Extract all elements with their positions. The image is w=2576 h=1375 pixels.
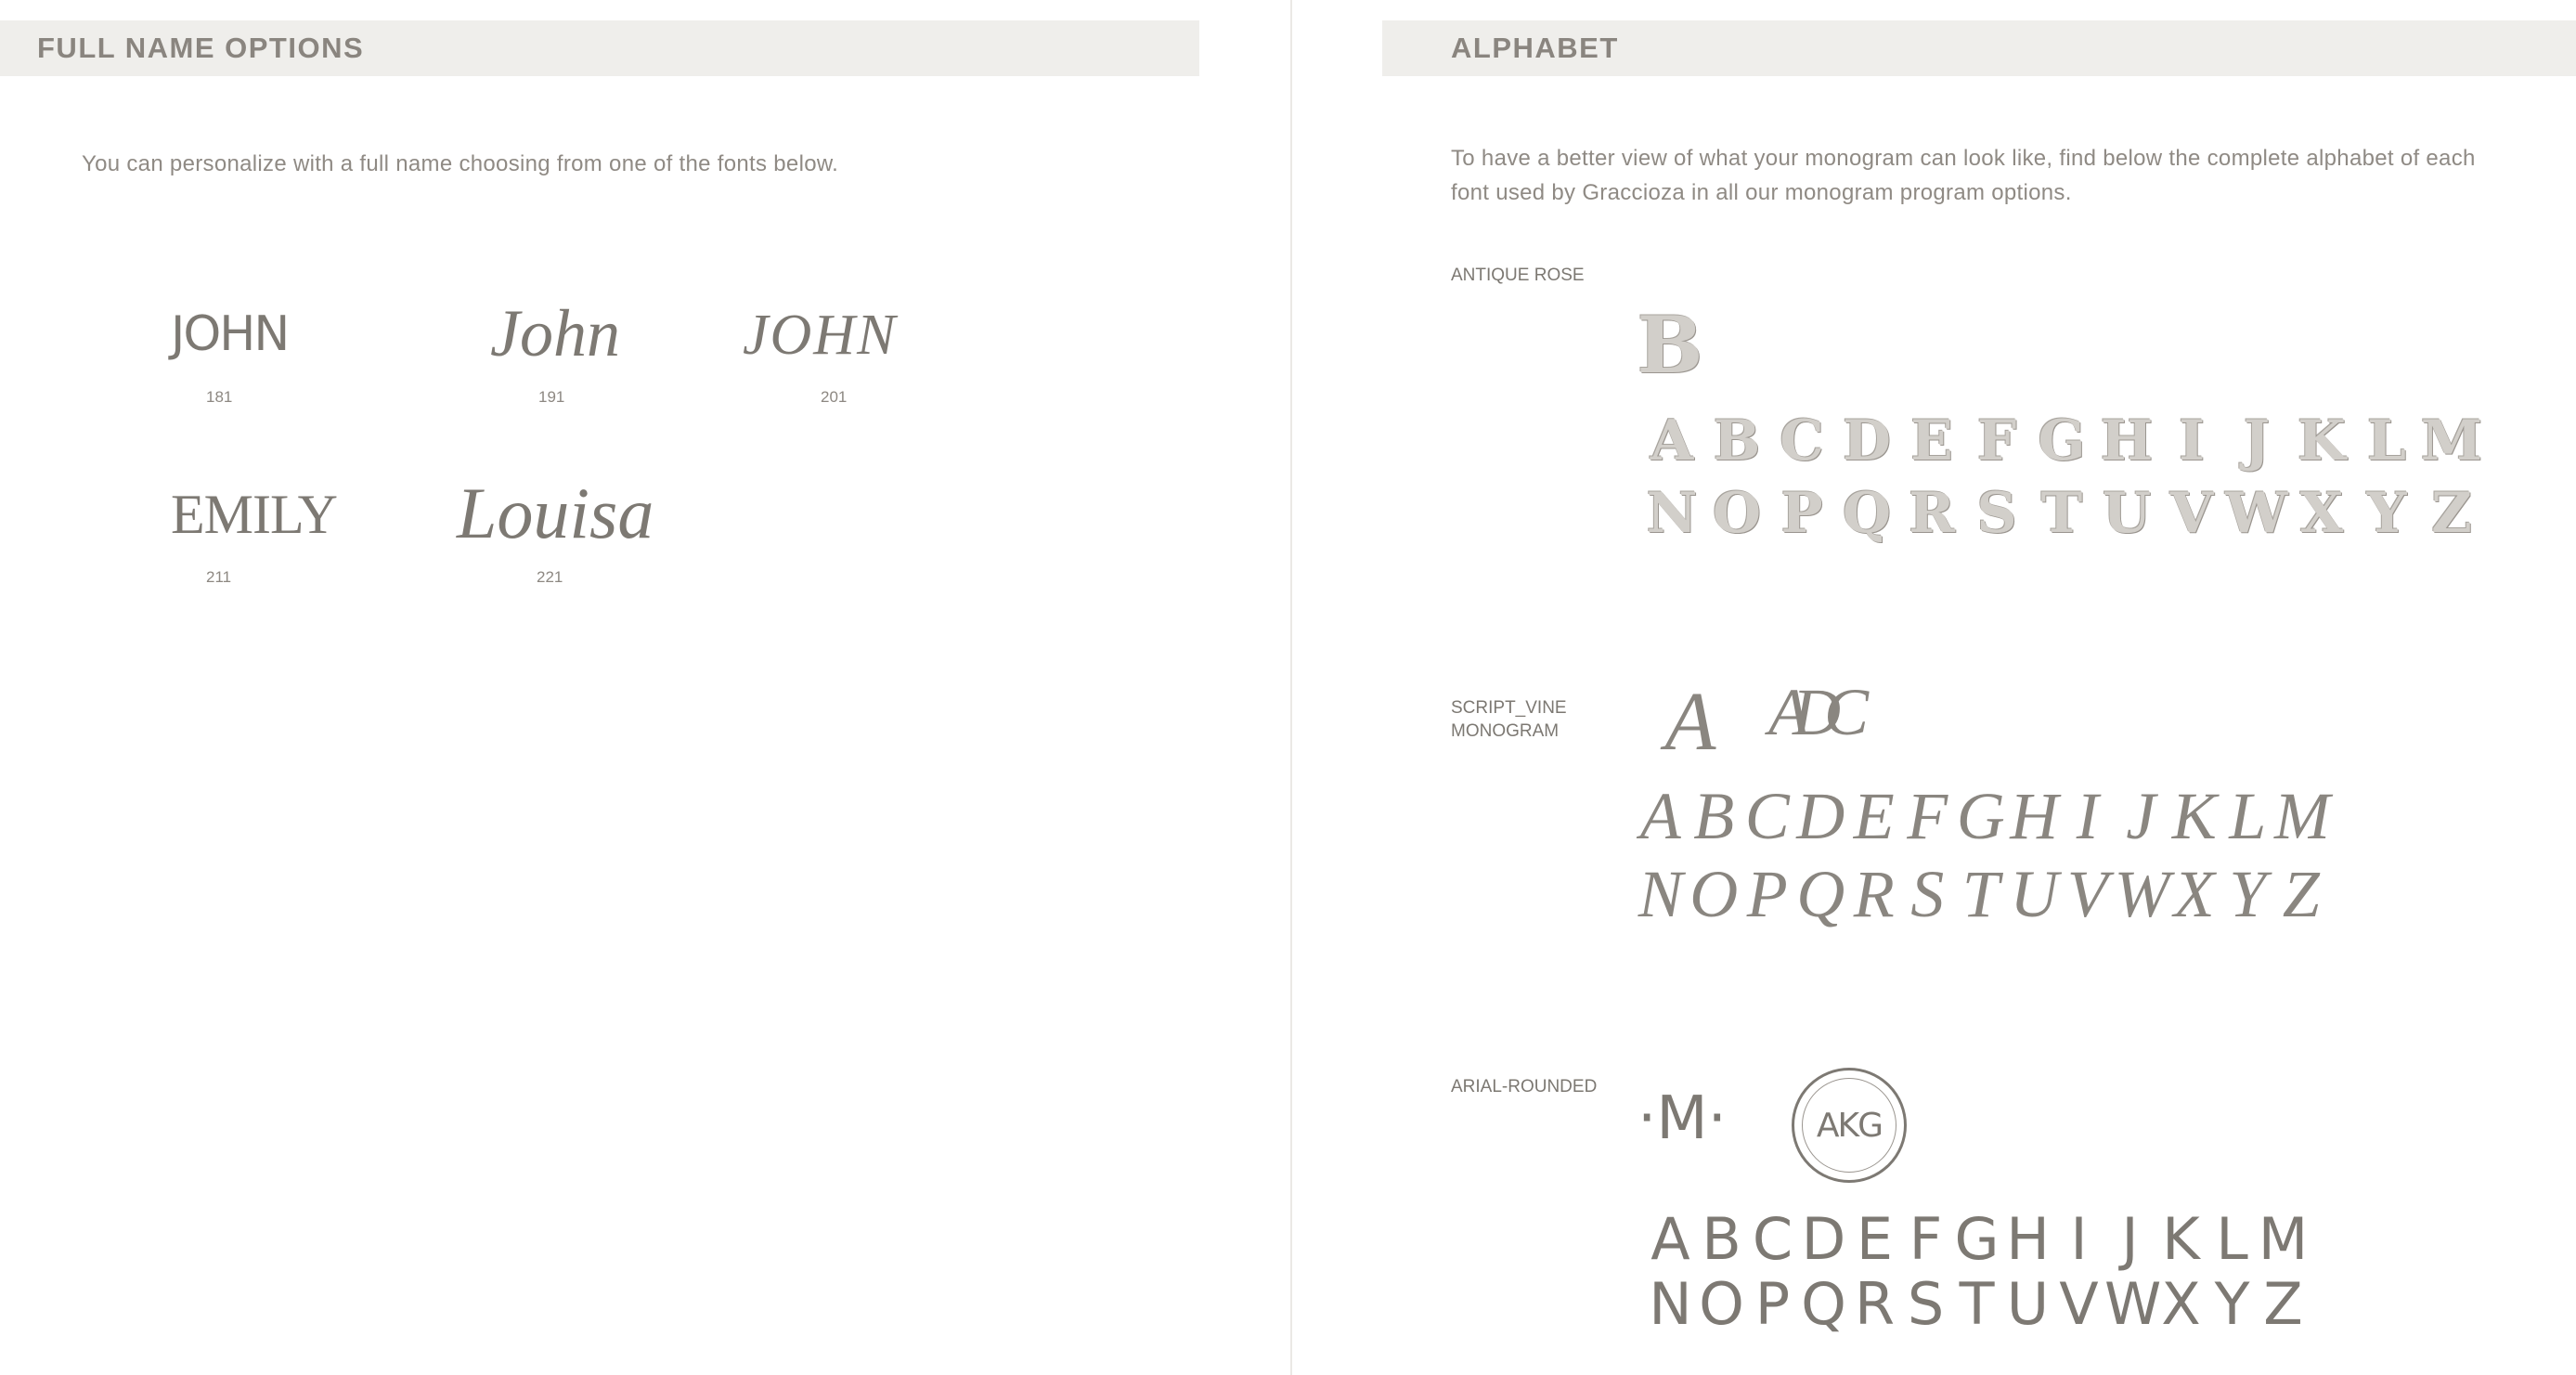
- antique-rose-letter-u: U: [2102, 481, 2152, 546]
- script-vine-letter-z: Z: [2282, 857, 2320, 931]
- arial-rounded-letter-x: X: [2161, 1270, 2201, 1338]
- script-vine-letter-h: H: [2010, 779, 2059, 853]
- script-vine-sample-monogram: ADC: [1768, 675, 1852, 749]
- antique-rose-letter-d: D: [1842, 409, 1892, 473]
- arial-rounded-letter-h: H: [2006, 1205, 2050, 1273]
- full-name-intro: You can personalize with a full name choosing from one of the fonts below.: [82, 151, 839, 176]
- antique-rose-letter-h: H: [2100, 409, 2154, 473]
- script-vine-letter-e: E: [1853, 779, 1895, 853]
- script-vine-letter-f: F: [1907, 779, 1948, 853]
- script-vine-row-n-z: [1634, 856, 2328, 933]
- antique-rose-row-a-m: [1639, 409, 2484, 473]
- arial-rounded-letter-o: O: [1699, 1270, 1744, 1338]
- antique-rose-letter-e: E: [1910, 409, 1953, 473]
- font-label-line: SCRIPT_VINE: [1451, 698, 1567, 718]
- script-vine-letter-u: U: [2010, 857, 2059, 931]
- script-vine-letter-a: A: [1639, 779, 1681, 853]
- font-code-211: 211: [206, 568, 232, 586]
- script-vine-letter-y: Y: [2229, 857, 2267, 931]
- arial-rounded-letter-u: U: [2006, 1270, 2050, 1338]
- arial-rounded-letter-t: T: [1959, 1270, 1995, 1338]
- arial-rounded-letter-p: P: [1754, 1270, 1791, 1338]
- font-code-181: 181: [206, 388, 233, 406]
- antique-rose-letter-s: S: [1976, 481, 2017, 546]
- font-label-antique-rose: ANTIQUE ROSE: [1451, 266, 1585, 285]
- script-vine-letter-w: W: [2114, 857, 2170, 931]
- script-vine-letter-t: T: [1961, 857, 2000, 931]
- name-sample-221: Louisa: [457, 473, 654, 553]
- antique-rose-letter-m: M: [2420, 409, 2483, 473]
- antique-rose-letter-x: X: [2299, 481, 2344, 546]
- antique-rose-letter-y: Y: [2366, 481, 2407, 546]
- script-vine-letter-x: X: [2173, 857, 2215, 931]
- arial-rounded-letter-z: Z: [2263, 1270, 2303, 1338]
- antique-rose-letter-j: J: [2243, 409, 2271, 473]
- script-vine-letter-m: M: [2274, 779, 2330, 853]
- arial-rounded-letter-v: V: [2059, 1270, 2099, 1338]
- antique-rose-letter-q: Q: [1842, 481, 1892, 546]
- arial-rounded-letter-d: D: [1801, 1205, 1846, 1273]
- arial-rounded-letter-w: W: [2104, 1270, 2162, 1338]
- antique-rose-row-n-z: [1639, 481, 2484, 546]
- antique-rose-letter-o: O: [1712, 481, 1762, 546]
- antique-rose-letter-i: I: [2178, 409, 2206, 473]
- antique-rose-letter-v: V: [2169, 481, 2214, 546]
- arial-rounded-letter-c: C: [1752, 1205, 1793, 1273]
- antique-rose-letter-l: L: [2366, 409, 2407, 473]
- font-label-arial-rounded: ARIAL-ROUNDED: [1451, 1077, 1598, 1096]
- arial-rounded-letter-f: F: [1909, 1205, 1943, 1273]
- script-vine-sample-single: A: [1664, 676, 1716, 768]
- antique-rose-letter-a: A: [1650, 409, 1694, 473]
- arial-rounded-letter-i: I: [2070, 1205, 2088, 1273]
- script-vine-letter-k: K: [2171, 779, 2217, 853]
- antique-rose-letter-t: T: [2040, 481, 2083, 546]
- script-vine-row-a-m: [1634, 778, 2328, 855]
- script-vine-letter-n: N: [1638, 857, 1683, 931]
- circle-monogram-text: AKG: [1802, 1078, 1896, 1173]
- arial-rounded-letter-r: R: [1854, 1270, 1896, 1338]
- antique-rose-sample: [1628, 299, 1712, 391]
- section-title: ALPHABET: [1451, 32, 1619, 64]
- antique-rose-letter-g: G: [2038, 409, 2086, 473]
- script-vine-letter-s: S: [1910, 857, 1945, 931]
- arial-rounded-letter-j: J: [2121, 1205, 2139, 1273]
- arial-rounded-letter-g: G: [1954, 1205, 2000, 1273]
- arial-rounded-letter-y: Y: [2214, 1270, 2250, 1338]
- name-sample-191: John: [490, 296, 620, 370]
- arial-rounded-letter-b: B: [1702, 1205, 1741, 1273]
- script-vine-letter-v: V: [2066, 857, 2108, 931]
- script-vine-letter-c: C: [1744, 779, 1790, 853]
- alphabet-header: [1382, 20, 2576, 76]
- arial-rounded-letter-a: A: [1650, 1205, 1690, 1273]
- script-vine-letter-o: O: [1689, 857, 1739, 931]
- antique-rose-letter-w: W: [2225, 481, 2288, 546]
- script-vine-letter-b: B: [1693, 779, 1735, 853]
- script-vine-letter-d: D: [1796, 779, 1845, 853]
- name-sample-181: JOHN: [171, 306, 289, 362]
- section-title: FULL NAME OPTIONS: [37, 32, 365, 64]
- antique-rose-letter-k: K: [2297, 409, 2347, 473]
- antique-rose-letter-p: P: [1780, 481, 1823, 546]
- name-sample-201: JOHN: [743, 304, 898, 367]
- font-code-201: 201: [821, 388, 848, 406]
- right-page: [1292, 0, 2576, 1375]
- arial-rounded-letter-q: Q: [1801, 1270, 1846, 1338]
- arial-rounded-letter-s: S: [1907, 1270, 1945, 1338]
- arial-rounded-letter-e: E: [1856, 1205, 1894, 1273]
- font-label-script-vine: [1451, 696, 1567, 743]
- antique-rose-letter-z: Z: [2431, 481, 2472, 546]
- full-name-header: [0, 20, 1199, 76]
- antique-rose-letter-f: F: [1976, 409, 2017, 473]
- arial-rounded-sample-dot: ·M·: [1638, 1084, 1727, 1153]
- arial-rounded-sample-circle: [1792, 1068, 1907, 1183]
- script-vine-letter-q: Q: [1796, 857, 1845, 931]
- script-vine-letter-g: G: [1956, 779, 2005, 853]
- antique-rose-letter-n: N: [1646, 481, 1698, 546]
- name-sample-211: EMILY: [171, 484, 337, 545]
- script-vine-samples: [1639, 674, 1875, 770]
- arial-rounded-row-n-z: [1645, 1270, 2309, 1338]
- script-vine-letter-j: J: [2126, 779, 2156, 853]
- script-vine-letter-r: R: [1853, 857, 1895, 931]
- arial-rounded-letter-l: L: [2216, 1205, 2248, 1273]
- arial-rounded-letter-k: K: [2162, 1205, 2200, 1273]
- antique-rose-sample-glyph: B: [1637, 299, 1703, 391]
- antique-rose-letter-r: R: [1909, 481, 1955, 546]
- font-code-221: 221: [537, 568, 563, 586]
- antique-rose-letter-c: C: [1780, 409, 1824, 473]
- arial-rounded-letter-m: M: [2258, 1205, 2309, 1273]
- antique-rose-letter-b: B: [1713, 409, 1761, 473]
- arial-rounded-row-a-m: [1645, 1205, 2309, 1273]
- script-vine-letter-l: L: [2229, 779, 2267, 853]
- alphabet-intro: To have a better view of what your monogram can look like, find below the complete alphabet of each font used by Graccioza in all our monogram program options.: [1451, 146, 2476, 205]
- arial-rounded-letter-n: N: [1649, 1270, 1692, 1338]
- script-vine-letter-i: I: [2076, 779, 2099, 853]
- script-vine-letter-p: P: [1746, 857, 1788, 931]
- font-label-line: MONOGRAM: [1451, 721, 1560, 741]
- font-code-191: 191: [538, 388, 565, 406]
